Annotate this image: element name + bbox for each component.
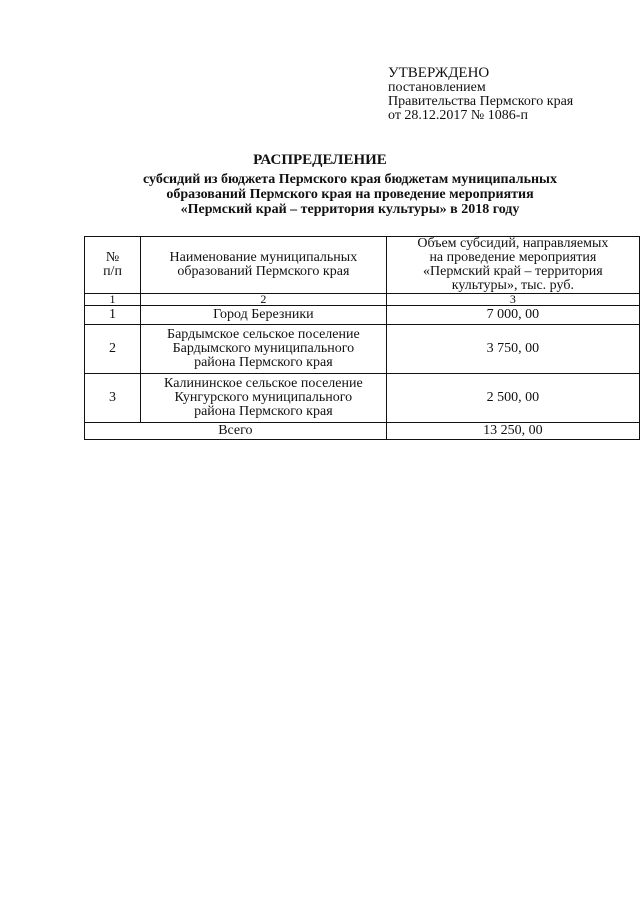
municipality-name [141,306,387,325]
row-number: 2 [85,325,141,374]
total-label: Всего [85,423,387,440]
header-name-line-1: Наименование муниципальных [169,250,358,265]
total-row [85,423,640,440]
distribution-table [84,236,640,440]
municipality-name-line: Бардымское сельское поселение [167,327,360,342]
subtitle-line-3: «Пермский край – территория культуры» в 2018 году [180,202,520,217]
table-row [85,306,640,325]
document-title: РАСПРЕДЕЛЕНИЕ [253,152,387,168]
municipality-name-line: Город Березники [213,307,314,322]
column-number-1: 1 [85,294,141,306]
header-number-line-2: п/п [103,264,122,279]
approval-line-1: постановлением [388,80,486,95]
municipality-name-line: района Пермского края [194,404,333,419]
column-number-2: 2 [141,294,387,306]
header-number-line-1: № [105,250,120,265]
column-number-3: 3 [386,294,639,306]
header-name [141,237,387,294]
table-row [85,325,640,374]
table-header-row [85,237,640,294]
table-row [85,374,640,423]
header-number [85,237,141,294]
municipality-name [141,325,387,374]
header-amount-line-3: «Пермский край – территория [423,264,603,279]
header-amount-line-2: на проведение мероприятия [429,250,597,265]
subsidy-amount: 3 750, 00 [386,325,639,374]
approval-line-2: Правительства Пермского края [388,94,574,109]
total-amount: 13 250, 00 [386,423,639,440]
municipality-name-line: района Пермского края [194,355,333,370]
municipality-name-line: Бардымского муниципального [172,341,355,356]
document-subtitle [100,172,600,217]
municipality-name-line: Кунгурского муниципального [174,390,353,405]
subtitle-line-1: субсидий из бюджета Пермского края бюджетам муниципальных [143,172,557,187]
approval-heading: УТВЕРЖДЕНО [388,65,490,81]
column-number-row [85,294,640,306]
approval-block [388,66,573,123]
approval-line-3: от 28.12.2017 № 1086-п [388,108,528,123]
subtitle-line-2: образований Пермского края на проведение мероприятия [166,187,534,202]
header-amount [386,237,639,294]
header-amount-line-1: Объем субсидий, направляемых [417,236,609,251]
header-name-line-2: образований Пермского края [177,264,350,279]
subsidy-amount: 7 000, 00 [386,306,639,325]
municipality-name-line: Калининское сельское поселение [164,376,363,391]
header-amount-line-4: культуры», тыс. руб. [451,278,574,293]
row-number: 1 [85,306,141,325]
row-number: 3 [85,374,141,423]
municipality-name [141,374,387,423]
subsidy-amount: 2 500, 00 [386,374,639,423]
